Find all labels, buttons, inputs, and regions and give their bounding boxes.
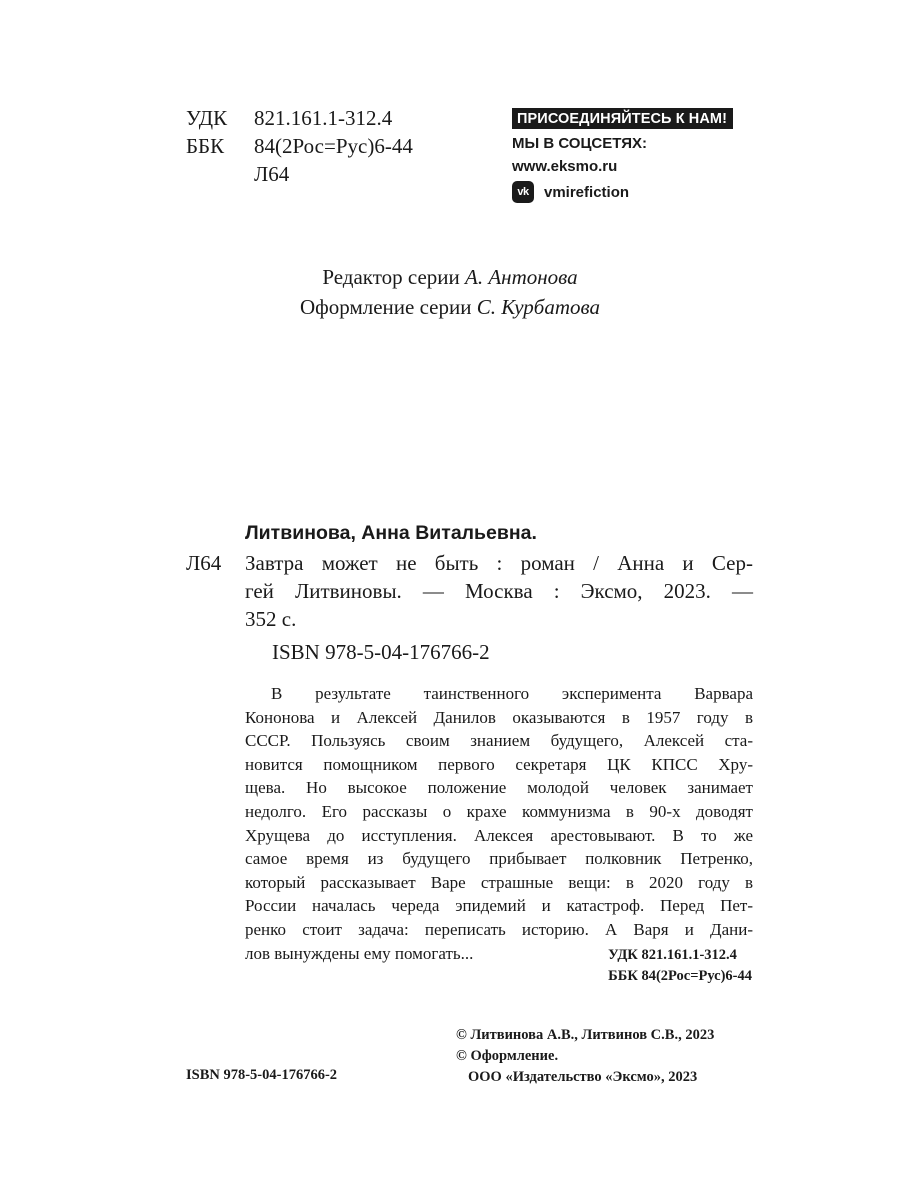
social-subtitle: МЫ В СОЦСЕТЯХ: (512, 135, 648, 152)
vk-icon: vk (512, 181, 534, 203)
bottom-udk: УДК 821.161.1-312.4 (608, 947, 737, 963)
isbn-bottom: ISBN 978-5-04-176766-2 (186, 1067, 338, 1083)
annotation-line: ренко стоит задача: переписать историю. А Варя и Дани- (245, 919, 753, 939)
annotation (245, 682, 753, 965)
bbk-row (186, 132, 413, 160)
annotation-line: В результате таинственного эксперимента Варвара (271, 684, 753, 703)
udk-value: 821.161.1-312.4 (254, 106, 393, 130)
bottom-classification (608, 945, 752, 987)
annotation-line: России началась череда эпидемий и катастроф. Перед Пет- (245, 896, 753, 916)
udk-row (186, 104, 413, 132)
annotation-line: лов вынуждены ему помогать... (245, 943, 474, 963)
series-editor-line (0, 262, 900, 292)
annotation-line: Кононова и Алексей Данилов оказываются в 1957 году в (245, 707, 753, 727)
record-line-1: Завтра может не быть : роман / Анна и Сер- (245, 551, 753, 575)
join-us-banner: ПРИСОЕДИНЯЙТЕСЬ К НАМ! (512, 108, 733, 129)
bbk-value: 84(2Рос=Рус)6-44 (254, 134, 413, 158)
annotation-line: новится помощником первого секретаря ЦК КПСС Хру- (245, 754, 753, 774)
annotation-line: самое время из будущего прибывает полковник Петренко, (245, 849, 753, 869)
annotation-line: СССР. Пользуясь своим знанием будущего, Алексей ста- (245, 731, 753, 751)
annotation-line: Хрущева до исступления. Алексея арестовывают. В то же (245, 825, 753, 845)
annotation-line: который рассказывает Варе страшные вещи: в 2020 году в (245, 872, 753, 892)
record-author-mark: Л64 (186, 551, 222, 575)
series-design-label: Оформление серии (299, 295, 472, 319)
udk-key: УДК (186, 106, 228, 130)
author-mark-top: Л64 (254, 162, 290, 186)
record-line-2: гей Литвиновы. — Москва : Эксмо, 2023. — (245, 579, 753, 603)
series-editor-name: А. Антонова (465, 265, 578, 289)
record-isbn: ISBN 978-5-04-176766-2 (272, 640, 490, 664)
copyright-design: © Оформление. (456, 1048, 559, 1064)
vk-link[interactable] (512, 181, 733, 203)
series-editor-label: Редактор серии (322, 265, 460, 289)
annotation-line: недолго. Его рассказы о крахе коммунизма в 90-х доводят (245, 801, 753, 821)
record-line-3: 352 с. (245, 607, 297, 631)
vk-handle: vmirefiction (544, 183, 630, 201)
social-block (512, 108, 733, 203)
credits (0, 262, 900, 322)
bottom-bbk: ББК 84(2Рос=Рус)6-44 (608, 968, 752, 984)
copyright-block (456, 1025, 714, 1088)
bbk-key: ББК (186, 134, 225, 158)
copyright-authors: © Литвинова А.В., Литвинов С.В., 2023 (456, 1027, 715, 1043)
record-author: Литвинова, Анна Витальевна. (245, 522, 537, 544)
copyright-publisher: ООО «Издательство «Эксмо», 2023 (468, 1069, 698, 1085)
series-design-name: С. Курбатова (476, 295, 600, 319)
classification-block (186, 104, 413, 188)
series-design-line (0, 292, 900, 322)
website-link[interactable]: www.eksmo.ru (512, 158, 618, 175)
author-mark-row (186, 160, 413, 188)
annotation-line: щева. Но высокое положение молодой человек занимает (245, 778, 753, 798)
record-description (245, 549, 753, 633)
